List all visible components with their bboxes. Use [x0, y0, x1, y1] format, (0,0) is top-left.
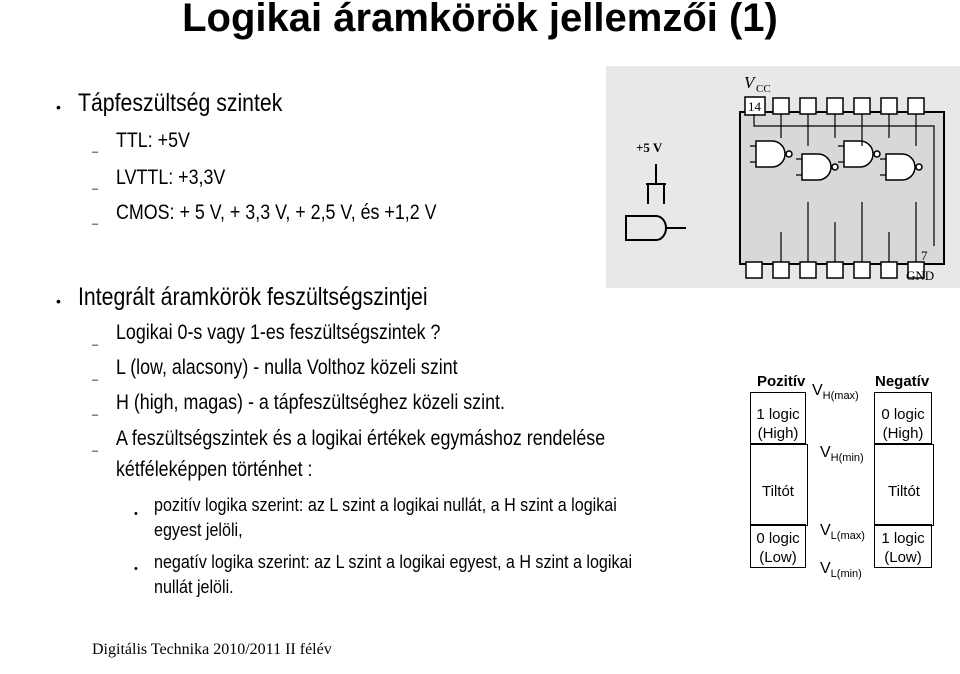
left-forbidden-label: Tiltót	[762, 483, 794, 500]
svg-text:+5 V: +5 V	[636, 140, 663, 155]
left-low-box: 0 logic (Low)	[750, 524, 806, 568]
section2-item-cont: kétféleképpen történhet :	[116, 458, 313, 481]
sub-item: negatív logika szerint: az L szint a logikai egyest, a H szint a logikai	[154, 551, 633, 572]
section2-item: H (high, magas) - a tápfeszültséghez közeli szint.	[116, 391, 505, 414]
footer-text: Digitális Technika 2010/2011 II félév	[92, 641, 332, 658]
dash: –	[92, 339, 99, 351]
left-high-box: 1 logic (High)	[750, 392, 806, 444]
svg-text:GND: GND	[906, 268, 935, 283]
section1-heading: Tápfeszültség szintek	[78, 89, 283, 117]
bullet-dot: •	[56, 293, 61, 309]
footer-divider	[0, 630, 960, 632]
section2-item: L (low, alacsony) - nulla Volthoz közeli szint	[116, 356, 458, 379]
vl-min-label: $V_{L(min)}$	[820, 560, 862, 581]
nand-chip-diagram	[606, 66, 960, 288]
right-high-box: 0 logic (High)	[874, 392, 932, 444]
dash: –	[92, 445, 99, 457]
negative-header: Negatív	[875, 373, 930, 390]
right-low-box: 1 logic (Low)	[874, 524, 932, 568]
vh-min-label: $V_{H(min)}$	[820, 444, 864, 465]
section2-heading: Integrált áramkörök feszültségszintjei	[78, 283, 428, 311]
section1-item: TTL: +5V	[116, 129, 190, 152]
vcc-label: V	[744, 73, 755, 92]
dash: –	[92, 146, 99, 158]
section2-item: Logikai 0-s vagy 1-es feszültségszintek ?	[116, 321, 441, 344]
sub-item-cont: nullát jelöli.	[154, 576, 234, 597]
bullet-dot: •	[56, 99, 61, 115]
dash: –	[92, 409, 99, 421]
dash: –	[92, 218, 99, 230]
svg-text:7: 7	[921, 248, 928, 263]
section1-item: LVTTL: +3,3V	[116, 166, 226, 189]
section2-item: A feszültségszintek és a logikai értékek egymáshoz rendelése	[116, 427, 606, 450]
positive-header: Pozitív	[757, 373, 806, 390]
vh-max-label: $V_{H(max)}$	[812, 382, 859, 403]
right-forbidden-label: Tiltót	[888, 483, 920, 500]
vl-max-label: $V_{L(max)}$	[820, 522, 865, 543]
slide-title: Logikai áramkörök jellemzői (1)	[182, 0, 778, 40]
sub-item: pozitív logika szerint: az L szint a logikai nullát, a H szint a logikai	[154, 494, 617, 515]
sub-bullet-dot: •	[134, 508, 138, 520]
section1-item: CMOS: + 5 V, + 3,3 V, + 2,5 V, és +1,2 V	[116, 201, 437, 224]
svg-text:14: 14	[748, 99, 761, 114]
svg-text:CC: CC	[756, 83, 771, 95]
logic-level-diagram	[748, 372, 960, 582]
dash: –	[92, 183, 99, 195]
dash: –	[92, 374, 99, 386]
sub-item-cont: egyest jelöli,	[154, 519, 243, 540]
sub-bullet-dot: •	[134, 563, 138, 575]
